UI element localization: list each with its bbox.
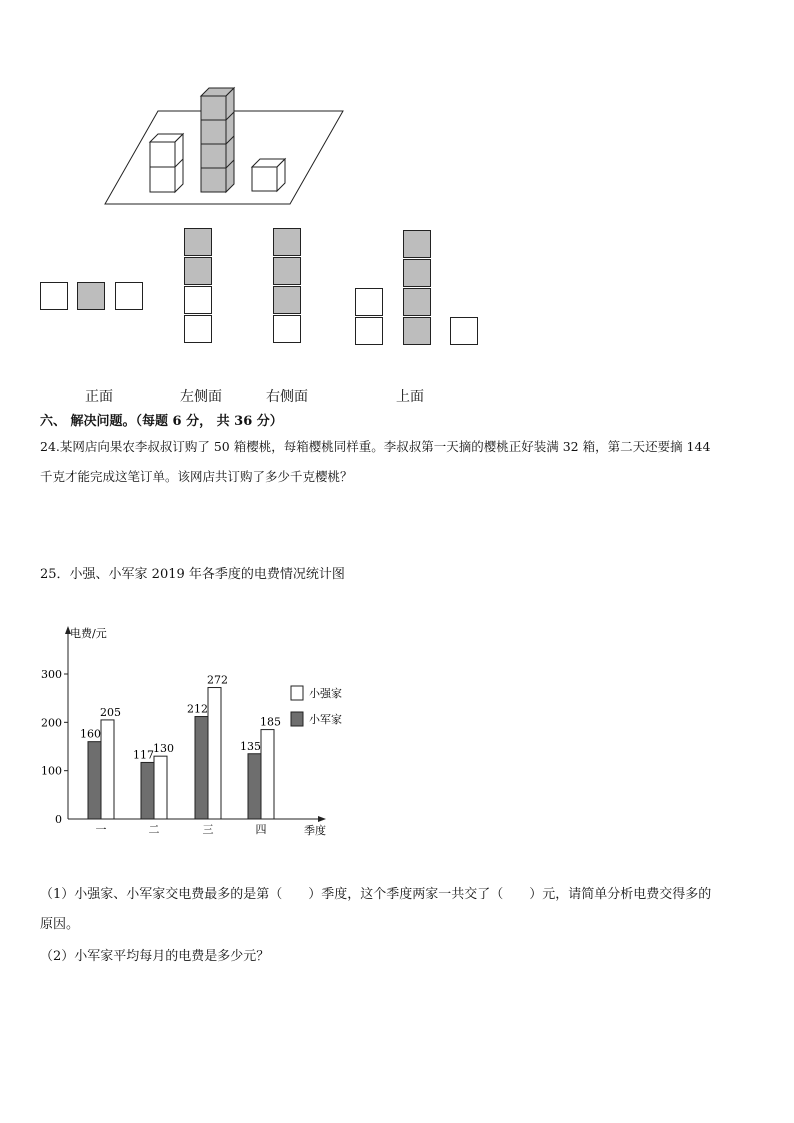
top-view-label: 上面 <box>396 389 424 405</box>
top-view-cell <box>403 317 431 345</box>
section-heading: 六、 解决问题。（每题 6 分， 共 36 分） <box>40 414 283 429</box>
bar <box>261 730 274 819</box>
question-24-line2: 千克才能完成这笔订单。该网店共订购了多少千克樱桃？ <box>40 469 353 484</box>
cube-arrangement-figure <box>100 80 350 210</box>
data-label: 160 <box>80 727 101 741</box>
right-view-label: 右侧面 <box>266 389 308 405</box>
left-view-cell <box>184 315 212 343</box>
right-view-cell <box>273 257 301 285</box>
bar <box>141 762 154 819</box>
y-tick-label: 300 <box>41 668 62 681</box>
data-label: 130 <box>153 742 174 756</box>
x-tick-label: 三 <box>202 823 214 836</box>
question-25-sub1-line1: （1）小强家、小军家交电费最多的是第（ ）季度，这个季度两家一共交了（ ）元，请简单分析电费交得多的 <box>40 887 712 902</box>
y-tick-label: 100 <box>41 764 62 778</box>
y-axis-label: 电费/元 <box>70 627 107 640</box>
top-view-cell <box>355 288 383 316</box>
right-view-cell <box>273 286 301 314</box>
right-view-cell <box>273 315 301 343</box>
front-view-label: 正面 <box>85 389 113 405</box>
bar <box>195 717 208 819</box>
x-axis-arrow <box>318 816 326 822</box>
bar <box>154 756 167 819</box>
left-view-cell <box>184 228 212 256</box>
data-label: 135 <box>240 739 261 753</box>
question-24-line1: 24.某网店向果农李叔叔订购了 50 箱樱桃，每箱樱桃同样重。李叔叔第一天摘的樱桃正好装满 32 箱，第二天还要摘 144 <box>40 439 711 454</box>
x-tick-label: 一 <box>95 823 107 836</box>
top-view-cell <box>450 317 478 345</box>
top-view-cell <box>355 317 383 345</box>
right-view-cell <box>273 228 301 256</box>
bar <box>88 742 101 819</box>
bar <box>248 754 261 819</box>
data-label: 212 <box>187 702 208 716</box>
question-25-title: 25．小强、小军家 2019 年各季度的电费情况统计图 <box>40 567 345 582</box>
top-view-cell <box>403 230 431 258</box>
question-25-sub2: （2）小军家平均每月的电费是多少元？ <box>40 949 270 964</box>
x-axis-label: 季度 <box>304 824 326 837</box>
data-label: 205 <box>100 705 121 719</box>
y-tick-label: 0 <box>55 813 62 826</box>
data-label: 117 <box>133 748 154 762</box>
bar <box>101 720 114 819</box>
left-view-label: 左侧面 <box>180 389 222 405</box>
left-view-cell <box>184 257 212 285</box>
x-tick-label: 二 <box>148 823 160 836</box>
front-view-cell <box>77 282 105 310</box>
legend-swatch <box>291 712 303 726</box>
front-view-cell <box>40 282 68 310</box>
legend-label: 小军家 <box>309 713 342 726</box>
data-label: 272 <box>207 673 228 687</box>
bar <box>208 688 221 819</box>
y-tick-label: 200 <box>41 716 62 730</box>
front-view-cell <box>115 282 143 310</box>
legend-swatch <box>291 686 303 700</box>
top-view-cell <box>403 259 431 287</box>
x-tick-label: 四 <box>255 823 267 836</box>
question-25-sub1-line2: 原因。 <box>40 917 80 932</box>
legend-label: 小强家 <box>309 687 342 700</box>
question-24 <box>40 432 710 492</box>
electricity-bar-chart <box>30 620 360 845</box>
data-label: 185 <box>260 715 281 729</box>
left-view-cell <box>184 286 212 314</box>
top-view-cell <box>403 288 431 316</box>
